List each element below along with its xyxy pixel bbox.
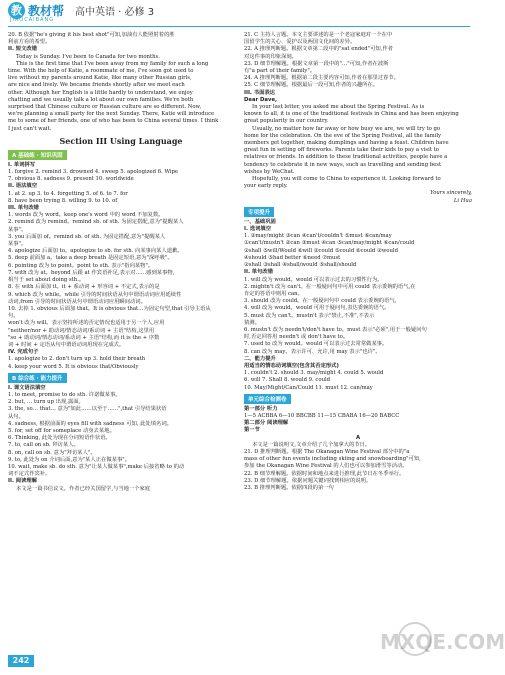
section-bar: 专项提升	[244, 207, 274, 217]
text-line: ④should ⑤had better ⑥need ⑦must	[244, 254, 341, 261]
text-line: 24. A 推理判断题。根据第二段主要内容可知,作者在那里过春节。	[244, 75, 400, 82]
text-line: we're planning a small party for the next Sunday. There, Katie will introduce	[8, 111, 215, 118]
text-line: 8. can 改为 may。表示许可、允许,用 may 表示"也许"。	[244, 348, 381, 355]
text-line: 3. should 改为 could。在一般疑问句中 could 表示委婉的语气,	[244, 298, 397, 305]
text-line: 6. will 7. Shall 8. would 9. could	[244, 377, 331, 384]
text-line: 5. deep 前面加 a。take a deep breath 是固定短语,意为"深呼吸"。	[8, 255, 173, 262]
text-line: 22. A 推理判断题。根据文章第二段中的"sat ended"可知,作者	[244, 46, 393, 53]
text-line: 23. B 推理判断题。依据四段的第一句	[244, 484, 334, 491]
text-line: 8. on, call on sb. 意为"拜访某人"。	[8, 449, 96, 456]
subheading: 用适当的情态动词填空(包含其否定形式)	[244, 362, 339, 369]
text-line: 7. to, call on sb. 拜访某人。	[8, 442, 79, 449]
text-line: won't 改为 will。表示坚持所述的否定情况也适用于另一个人,应用	[8, 320, 165, 327]
text-line: Hopefully, you will come to China to experience it. Looking forward to	[252, 176, 441, 183]
text-line: 有"a part of their family"。	[244, 68, 316, 75]
left-column	[8, 32, 234, 493]
text-line: "neither/nor + 助动词/情态动词/系动词 + 主语"结构,这里用	[8, 327, 155, 334]
text-line: 9. to, 此处为 on 介词后面,意为"某人正在做某事"。	[8, 456, 130, 463]
text-line: 21. C 主持人言题。本文主要讲述的是一个老寇家庭对一个在中	[244, 32, 393, 38]
text-line: 22. B 细节理解题。依据时间和地点来进行推理,此节日在冬季举行。	[244, 470, 405, 477]
text-line: Li Hua	[453, 197, 472, 204]
text-line: 4. apologize 后面加 to。apologize to sb. for sth. 向某事向某人道歉。	[8, 248, 183, 255]
text-line: home for the celebration. On the eve of the Spring Festival, all the family	[244, 132, 442, 139]
text-line: 利前方看的希望。	[8, 39, 51, 46]
subheading: IV. 完成句子	[8, 349, 39, 356]
text-line: 本文是一篇书信议文。作者已经关国留学,与当地一个家庭	[16, 485, 151, 492]
text-line: 5. for, set off for someplace 动身去某地。	[8, 427, 115, 434]
text-line: 猜测。	[244, 319, 260, 326]
text-line: 从句。	[8, 413, 24, 420]
text-line: tendency to celebrate it in new ways, such as travelling and sending best	[244, 161, 442, 168]
text-line: A	[355, 434, 361, 441]
text-line: 25. C 细节理解题。根据最后一段可知,作者的兴趣所在。	[244, 82, 379, 89]
text-line: 1. words 改为 word。keep one's word 中的 word 不加复数。	[8, 212, 164, 219]
text-line: 8. 在 with 后面加 it。it + 系动词 + 形容词 + 不定式,表示的是	[8, 284, 160, 291]
text-line: 词 + 时间 + 定语从句中谓语动词用现在完成式。	[8, 341, 125, 348]
text-line: ②shall ③shall ④shall/would ⑤shall/should	[244, 262, 357, 269]
page-number: 242	[8, 655, 34, 667]
text-line: 10. 去掉 1. obvious 后面加 that。It is obvious that…为固定句型,that 引导主语从	[8, 305, 211, 312]
text-line: 1. at 2. up 3. to 4. forgetting 5. of 6. to 7. for	[8, 190, 128, 197]
text-line: 3. you 后面加 of。remind sb. of sth. 为固定搭配,意为"提醒某人	[8, 233, 166, 240]
text-line: 5. must 改为 can't。mustn't 表示"禁止,不准",不表示	[244, 312, 375, 319]
text-line: In your last letter, you asked me about the Spring Festival. As is	[252, 104, 425, 111]
subheading: 第二部分 阅读理解	[244, 420, 289, 427]
book-subtitle: 高中英语 · 必修 3	[75, 7, 155, 18]
text-line: 8. have been trying 8. willing 9. to 10. of	[8, 197, 118, 204]
subheading: 二、能力提升	[244, 355, 276, 362]
text-line: 某事"。	[8, 226, 27, 233]
logo-icon: 教	[8, 2, 25, 19]
text-line: 国留学生的关心、爱护以及两国文化间的差异。	[244, 39, 356, 46]
text-line: 20. B 依据"he's giving it his best shot"可知,加油有人能照射着的胜	[8, 32, 175, 38]
text-line: 7. used to 改为 would。would 可以表示过去常常做某事。	[244, 341, 388, 348]
text-line: mass of other fun events including skiing and snowboarding"可知,	[244, 456, 421, 463]
subheading: III. 单句改错	[8, 205, 39, 212]
text-line: 23. D 细节理解题。根据文章第一段中的"…"可知,作者在波斯	[244, 60, 389, 67]
text-line: surprised that Chinese culture or Russian culture are so different. Now,	[8, 104, 202, 111]
text-line: Yours sincerely,	[430, 190, 472, 197]
subheading: III. 书面表达	[244, 89, 275, 96]
text-line: are nice and lively. We became friends shortly after we meet each	[8, 82, 185, 89]
text-line: 2. mightn't 改为 can't。在一般疑问句中可用 could 表示委婉的语气,在	[244, 283, 416, 290]
text-line: 6. Thinking, 此处为现在分词短语作状语。	[8, 435, 111, 442]
text-line: Today is Sunday. I've been to Canada for two months.	[16, 53, 160, 60]
header-divider	[8, 26, 470, 27]
text-line: great fun in setting off fireworks. Parents take their kids to pay a visit to	[244, 147, 439, 154]
text-line: 6. pointing 改为 to point。point to sth. 表示"指向某物"。	[8, 262, 154, 269]
text-line: live without my parents around Katie, like many other Russian girls,	[8, 75, 192, 82]
text-line: 2. remind 改为 remind。remind sb. of sth. 为固定搭配,意为"提醒某人	[8, 219, 184, 226]
text-line: 1. ②may/might ③can ④can't/couldn't ⑤must ⑥can/may	[244, 233, 392, 240]
text-line: 6. mustn't 改为 needn't/don't have to。must 表示"必须",用于一般疑问句	[244, 326, 427, 333]
text-line: 7. obvious 8. sadness 9. present 10. worldwide	[8, 176, 134, 183]
section-bar: B 综合练 · 能力提升	[8, 373, 67, 383]
text-line: relatives or friends. In addition to these traditional activities, people have a	[244, 154, 448, 161]
text-line: 1—5 ACBBA 6—10 BBCBB 11—15 CBABA 16—20 BABCC	[244, 412, 400, 419]
subheading: 一、基础巩固	[244, 218, 276, 225]
text-line: 2. but, … turn up 出现,露面。	[8, 399, 84, 406]
text-line: 1. forgive 2. remind 3. drowned 4. sweep 5. apologized 6. Wipe	[8, 169, 179, 176]
text-line: time. With the help of Katie, a roommate of me, I've soon got used to	[8, 68, 194, 75]
text-line: 某事"。	[8, 241, 27, 248]
watermark: MXQE.COM	[380, 630, 505, 654]
text-line: Usually, no matter how far away or how busy we are, we will try to go	[252, 125, 441, 132]
brand-title: 教材帮	[28, 4, 65, 18]
text-line: ①can't/mustn't ②can ③must ④can ⑤can/may/might ⑥can/could	[244, 240, 415, 247]
text-line: 3. the, so… that… 意为"如此……以至于……",that 引导结果状语	[8, 406, 167, 413]
text-line: 对这件事的印象深刻。	[244, 53, 297, 60]
subheading: II. 阅读理解	[8, 478, 37, 485]
text-line: I just can't wait.	[8, 125, 52, 132]
text-line: This is the first time that I've been away from my family for such a long	[16, 60, 209, 67]
text-line: other. Although her English is a little hardly to understand, we enjoy	[8, 89, 193, 96]
subheading: 第一节	[244, 427, 260, 434]
text-line: 1. to meet, promise to do sth. 许诺做某事。	[8, 391, 121, 398]
text-line: great popularity in our country.	[244, 118, 329, 125]
text-line: 7. with 改为 at。beyond 后跟 at 作宾语补足,表示对……感到某事物,	[8, 269, 175, 276]
text-line: 参加 the Okanagan Wine Festival 的人们也可以参加滑雪等活动。	[244, 463, 408, 470]
text-line: 1. apologize to 2. don't turn up 3. hold their breath	[8, 356, 146, 363]
text-line: 1. couldn't 2. should 3. may/might 4. could 5. would	[244, 370, 384, 377]
right-column	[244, 32, 472, 492]
text-line: me to some of her friends, one of who has been to China several times. I think	[8, 118, 219, 125]
subheading: I. 选词填空	[244, 226, 272, 233]
subheading: I. 课文语法填空	[8, 384, 46, 391]
subheading: 第一部分 听力	[244, 405, 278, 412]
subheading: II. 单句改错	[244, 269, 273, 276]
text-line: 1. will 改为 would。would 可以表示过去的习惯性行为。	[244, 276, 383, 283]
text-line: known to all, it is one of the traditional festivals in China and has been enjoying	[244, 111, 459, 118]
text-line: 10. wait, make sb. do sth. 意为"让某人做某事",make 后接省略 to 的动	[8, 463, 185, 470]
text-line: "so + 助动词/情态动词/系动词 + 主语"结构,而 it is the + 序数	[8, 334, 160, 341]
section-title: Section III Using Language	[59, 135, 183, 146]
text-line: 词不定式作宾补。	[8, 471, 51, 478]
text-line: 9. which 改为 while。while 引导的时间状语从句中谓语动词应用延续性	[8, 291, 182, 298]
text-line: 肯定的答语中则用 can。	[244, 290, 303, 297]
text-line: 21. D 推理判断题。根据 The Okanagan Wine Festival 部分中的"a	[244, 448, 410, 455]
brand-english: JIAOCAIBANG	[10, 17, 55, 23]
text-line: 本文是一篇说明文,文章介绍了几个加拿大的节日。	[252, 441, 371, 448]
text-line: 4. keep your word 5. It is obvious that/Obviously	[8, 363, 139, 370]
text-line: 23. D 细节理解题。依据问题关键词找到相应的说明。	[244, 477, 372, 484]
subheading: II. 语法填空	[8, 183, 37, 190]
section-bar: 单元综合检测卷	[244, 394, 291, 404]
text-line: 4. sadness, 根据前面的 eyes fill with sadness 可知, 此处填名词。	[8, 420, 172, 427]
text-line: 动词,from 引导的时间状语从句中谓语动词应用瞬间动词。	[8, 298, 146, 305]
subheading: I. 单词拼写	[8, 161, 36, 168]
subheading: II. 短文改错	[8, 46, 37, 53]
text-line: members get together, making dumplings and having a feast. Children have	[244, 140, 449, 147]
text-line: 时,否定回答用 needn't 或 don't have to。	[244, 334, 349, 341]
subheading: Dear Dave,	[244, 96, 278, 103]
text-line: 10. May/Might/Can/Could 11. must 12. can/may	[244, 384, 373, 391]
text-line: your early reply.	[244, 183, 288, 190]
text-line: 相当于 set about doing sth.。	[8, 277, 85, 284]
text-line: 4. will 改为 would。would 可用于疑问句,表达委婉的语气。	[244, 305, 390, 312]
text-line: chatting and we usually talk a lot about our own families. We're both	[8, 96, 194, 103]
text-line: ②shall ⑤will/Would ⑥will ②could ⑤could ⑥could ②would	[244, 247, 398, 254]
text-line: wishes by WeChat.	[244, 168, 295, 175]
text-line: 句。	[8, 313, 19, 320]
section-bar: A 基础练 · 知识巩固	[8, 150, 67, 160]
